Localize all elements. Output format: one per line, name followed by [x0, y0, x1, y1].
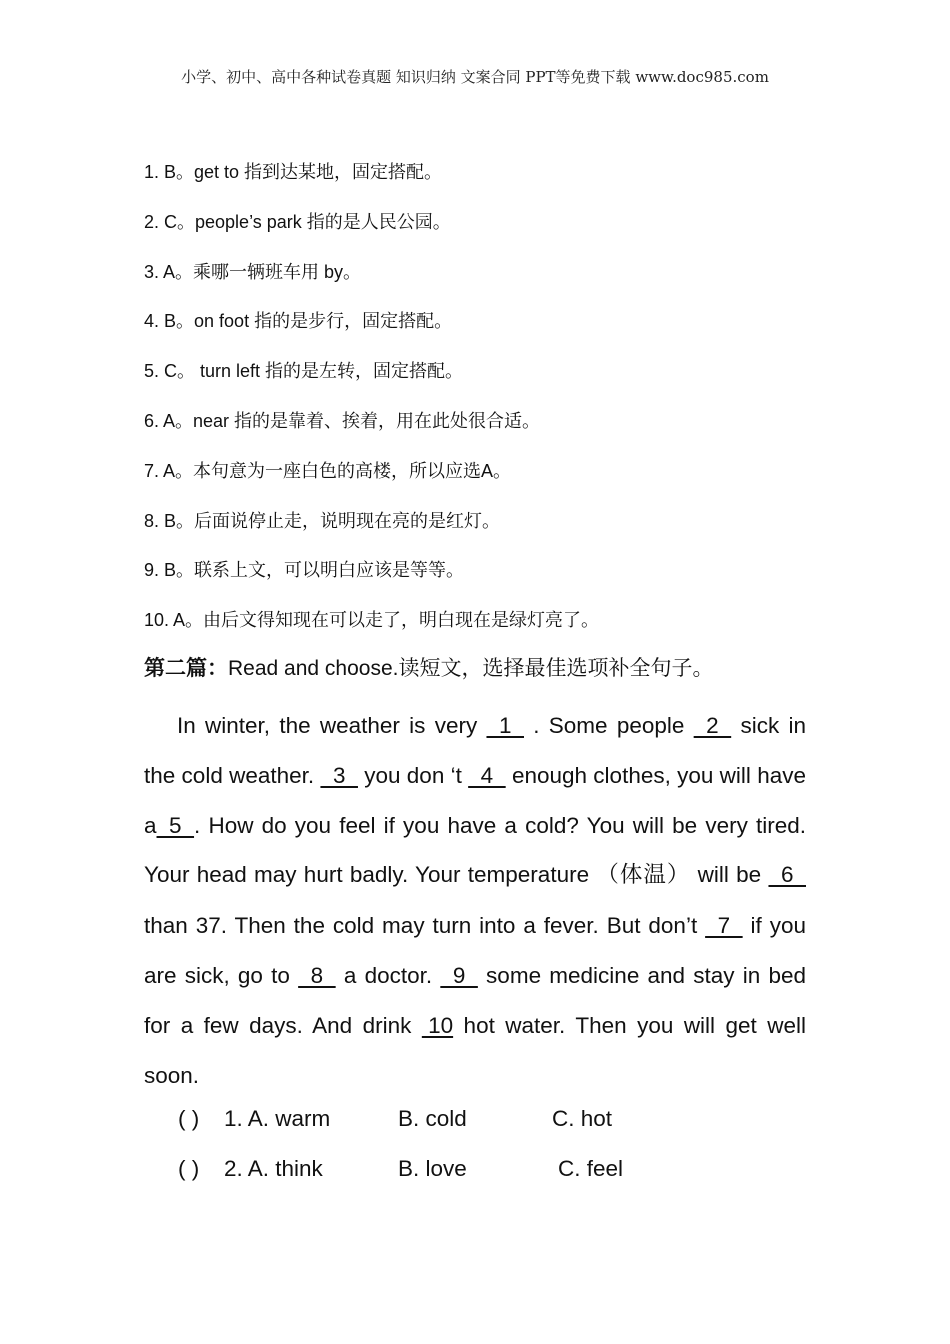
- passage-text: a doctor.: [335, 962, 441, 988]
- blank-5: 5: [156, 812, 195, 838]
- answer-list: [144, 158, 824, 656]
- page-header: 小学、初中、高中各种试卷真题 知识归纳 文案合同 PPT等免费下载 www.doc985.com: [181, 68, 769, 86]
- answer-item: 3. A。乘哪一辆班车用 by。: [144, 261, 362, 282]
- blank-9: 9: [440, 962, 478, 988]
- blank-10: 10: [421, 1012, 454, 1038]
- answer-paren: ( ): [178, 1155, 200, 1181]
- answer-item: 5. C。 turn left 指的是左转，固定搭配。: [144, 361, 464, 382]
- blank-4: 4: [468, 762, 506, 788]
- passage-text: In winter, the weather is very: [177, 713, 487, 738]
- passage-text: if you are sick, go to: [144, 913, 806, 988]
- passage-text: some medicine and stay in bed for a few days. And drink: [144, 962, 806, 1038]
- section-title: [144, 655, 713, 683]
- blank-1: 1: [486, 713, 524, 738]
- option-a: 1. A. warm: [224, 1106, 331, 1131]
- passage-text: . Some people: [524, 713, 694, 738]
- option-a: 2. A. think: [224, 1155, 323, 1181]
- passage-text: enough clothes, you will have a: [144, 762, 806, 838]
- blank-6: 6: [768, 862, 806, 888]
- passage-text: hot water. Then you will get well soon.: [144, 1012, 806, 1088]
- answer-item: 6. A。near 指的是靠着、挨着，用在此处很合适。: [144, 410, 541, 431]
- answer-paren: ( ): [178, 1106, 200, 1131]
- passage-text: will be: [690, 862, 769, 888]
- answer-item: 2. C。people’s park 指的是人民公园。: [144, 211, 451, 232]
- reading-passage: [144, 701, 806, 1100]
- passage-gloss: （体温）: [596, 862, 691, 889]
- section-title-label: 第二篇：: [144, 657, 228, 680]
- option-c: C. hot: [552, 1106, 613, 1131]
- answer-item: 10. A。由后文得知现在可以走了，明白现在是绿灯亮了。: [144, 610, 600, 631]
- blank-8: 8: [298, 962, 336, 988]
- answer-item: 9. B。联系上文，可以明白应该是等等。: [144, 560, 465, 581]
- answer-item: 8. B。后面说停止走，说明现在亮的是红灯。: [144, 510, 501, 531]
- option-b: B. love: [398, 1155, 467, 1181]
- blank-2: 2: [693, 713, 732, 738]
- option-b: B. cold: [398, 1106, 467, 1131]
- passage-text: than 37. Then the cold may turn into a fever. But don’t: [144, 913, 706, 939]
- section-title-instructions: Read and choose.读短文，选择最佳选项补全句子。: [228, 657, 714, 680]
- blank-3: 3: [320, 762, 358, 788]
- passage-text: you don ‘t: [357, 762, 469, 788]
- answer-item: 7. A。本句意为一座白色的高楼，所以应选A。: [144, 460, 512, 481]
- answer-item: 4. B。on foot 指的是步行，固定搭配。: [144, 311, 453, 332]
- option-c: C. feel: [558, 1155, 624, 1181]
- answer-item: 1. B。get to 指到达某地，固定搭配。: [144, 162, 443, 182]
- passage-text: sick in the cold weather.: [144, 713, 806, 788]
- blank-7: 7: [705, 913, 743, 939]
- passage-text: . How do you feel if you have a cold? You will be very tired. Your head may hurt badly. Your temperature: [144, 812, 806, 888]
